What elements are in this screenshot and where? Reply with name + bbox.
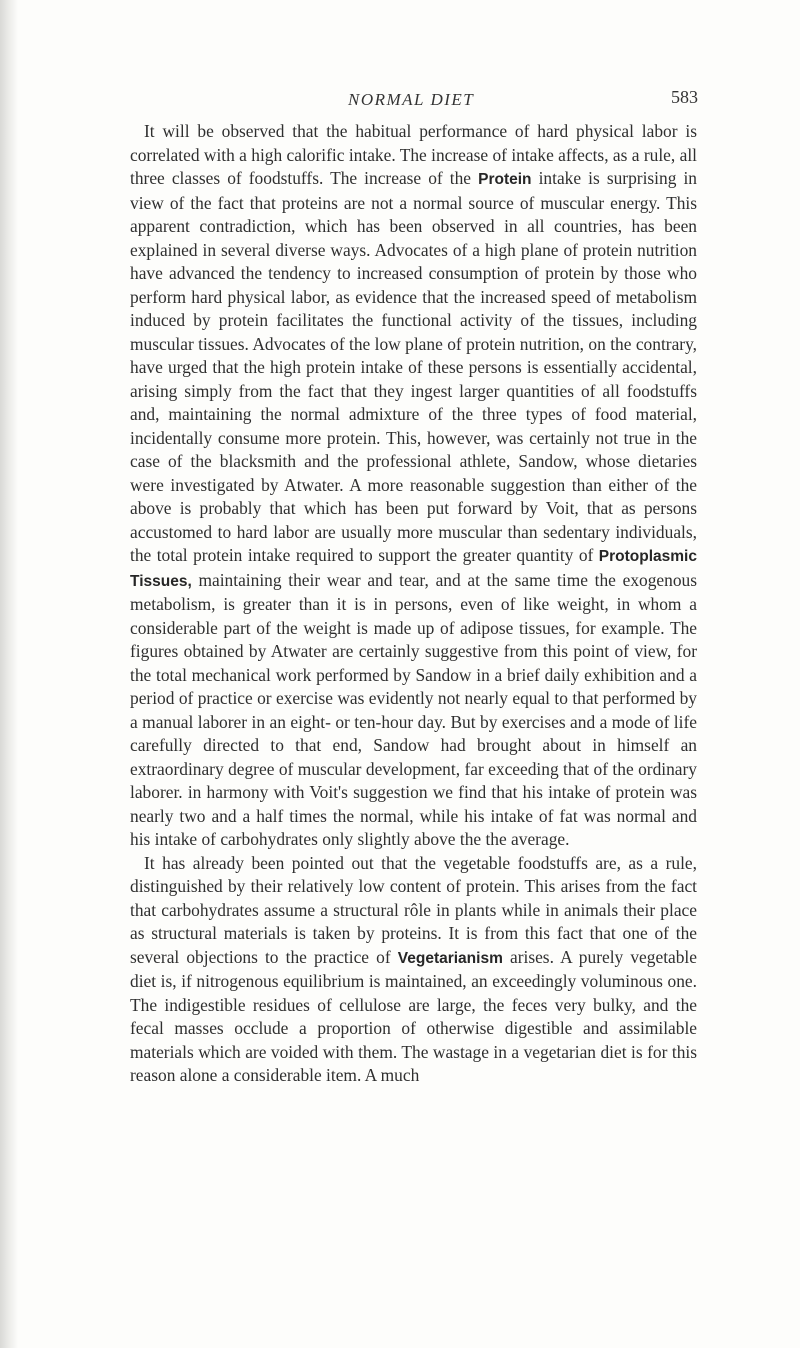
bold-term-protoplasmic-tissues: Protoplasmic Tissues, <box>130 548 697 590</box>
page-number: 583 <box>671 87 698 107</box>
paragraph <box>130 852 697 1088</box>
paragraph-text: arises. A purely vegetable diet is, if nitrogenous equilibrium is maintained, an exceedingly voluminous one. The indigestible residues of cellulose are large, the feces very bulky, and the fecal masses occlude a proportion of otherwise digestible and assimilable materials which are voided with them. The wastage in a vegetarian diet is for this reason alone a considerable item. A much <box>130 946 697 1085</box>
paragraph-text: It has already been pointed out that the vegetable foodstuffs are, as a rule, distinguished by their relatively low content of protein. This arises from the fact that carbohydrates assume a structural rôle in plants while in animals their place as structural materials is taken by proteins. It is from this fact that one of the several objections to the practice of <box>130 852 697 967</box>
bold-term-vegetarianism: Vegetarianism <box>397 949 503 967</box>
page-binding-edge <box>0 0 18 1348</box>
paragraph <box>130 120 697 852</box>
bold-term-protein: Protein <box>478 171 532 188</box>
paragraph-text: intake is surprising in view of the fact that proteins are not a normal source of muscular energy. This apparent contradiction, which has been observed in all countries, has been explained in several diverse ways. Advocates of a high plane of protein nutrition have advanced the tendency to increased consumption of protein by those who perform hard physical labor, as evidence that the increased speed of metabolism induced by protein facilitates the functional activity of the tissues, including muscular tissues. Advocates of the low plane of protein nutrition, on the contrary, have urged that the high protein intake of these persons is essentially accidental, arising simply from the fact that they ingest larger quantities of all foodstuffs and, maintaining the normal admixture of the three types of food material, incidentally consume more protein. This, however, was certainly not true in the case of the blacksmith and the professional athlete, Sandow, whose dietaries were investigated by Atwater. A more reasonable suggestion than either of the above is probably that which has been put forward by Voit, that as persons accustomed to hard labor are usually more muscular than sedentary individuals, the total protein intake required to support the greater quantity of <box>130 168 697 565</box>
running-title: NORMAL DIET <box>348 90 475 109</box>
body-text <box>130 120 697 1088</box>
running-head <box>0 87 800 116</box>
paragraph-text: maintaining their wear and tear, and at the same time the exogenous metabolism, is greater than it is in persons, even of like weight, in whom a considerable part of the weight is made up of adipose tissues, for example. The figures obtained by Atwater are certainly suggestive from this point of view, for the total mechanical work performed by Sandow in a brief daily exhibition and a period of practice or exercise was evidently not nearly equal to that performed by a manual laborer in an eight- or ten-hour day. But by exercises and a mode of life carefully directed to that end, Sandow had brought about in himself an extraordinary degree of muscular development, far exceeding that of the ordinary laborer. in harmony with Voit's suggestion we find that his intake of protein was nearly two and a half times the normal, while his intake of fat was normal and his intake of carbohydrates only slightly above the the average. <box>130 569 697 849</box>
paragraph-text: It will be observed that the habitual performance of hard physical labor is correlated with a high calorific intake. The increase of intake affects, as a rule, all three classes of foodstuffs. The increase of the <box>130 121 697 188</box>
